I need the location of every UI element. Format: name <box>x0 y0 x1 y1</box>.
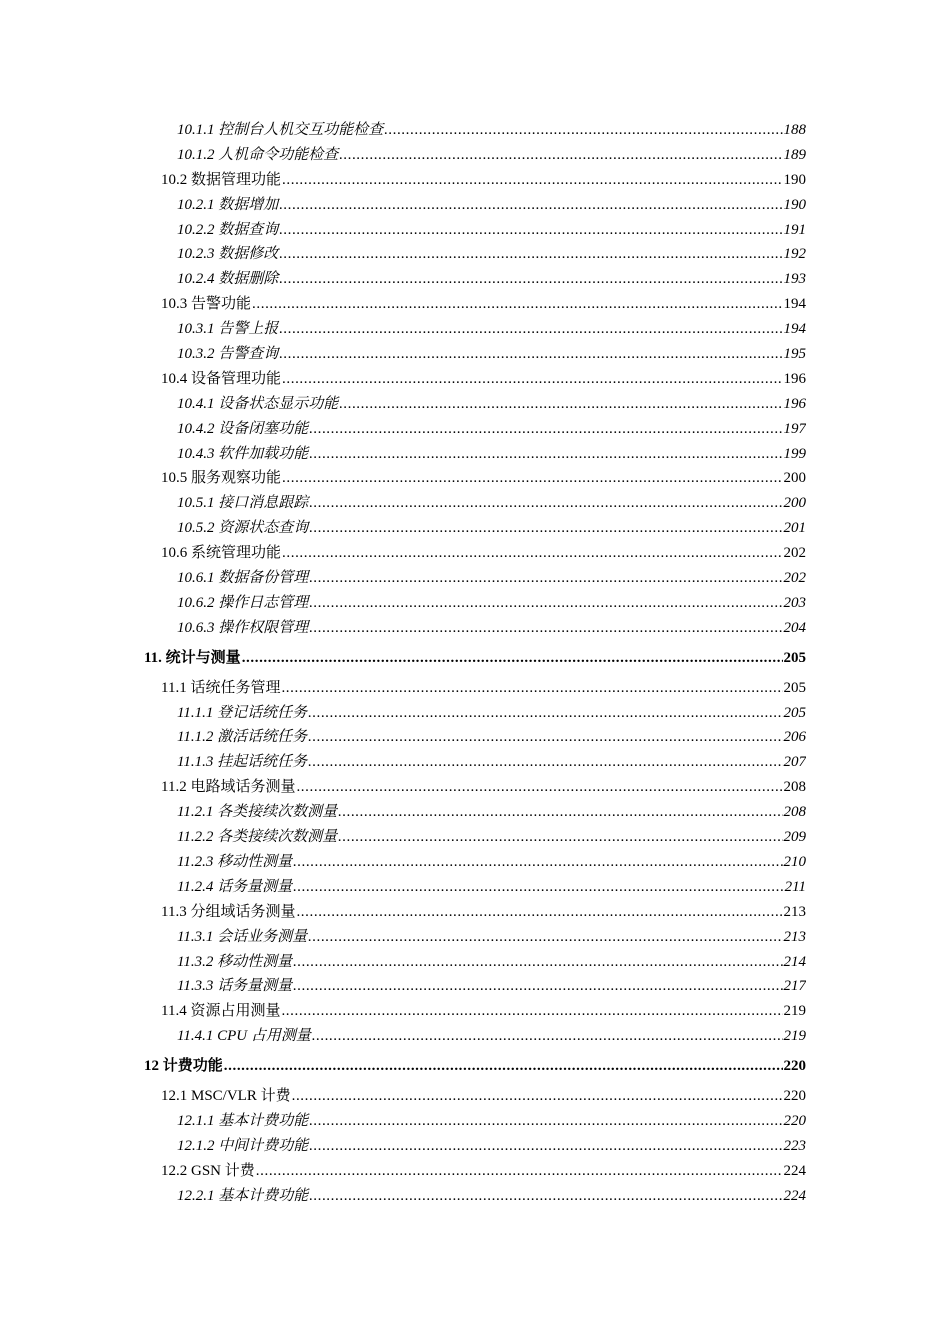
toc-entry[interactable] <box>0 1184 806 1209</box>
toc-entry-page-number: 224 <box>783 1187 806 1204</box>
toc-entry-page-number: 197 <box>783 420 806 437</box>
toc-dot-leader <box>293 850 782 875</box>
toc-dot-leader <box>308 925 782 950</box>
toc-entry-title: 11.3 分组域话务测量 <box>161 903 296 920</box>
toc-dot-leader <box>282 168 782 193</box>
toc-entry-page-number: 204 <box>783 619 806 636</box>
toc-entry[interactable] <box>0 1134 806 1159</box>
toc-entry[interactable] <box>0 1049 806 1084</box>
toc-entry-page-number: 208 <box>783 804 806 821</box>
toc-dot-leader <box>309 566 782 591</box>
toc-dot-leader <box>309 591 782 616</box>
toc-entry-title: 10.3.2 告警查询 <box>177 346 279 363</box>
toc-dot-leader <box>308 725 782 750</box>
toc-entry[interactable] <box>0 676 806 701</box>
toc-entry-page-number: 193 <box>783 271 806 288</box>
toc-entry-page-number: 207 <box>783 754 806 771</box>
toc-entry-title: 11.2.4 话务量测量 <box>177 878 293 895</box>
toc-entry[interactable] <box>0 417 806 442</box>
toc-dot-leader <box>296 775 782 800</box>
toc-dot-leader <box>282 367 782 392</box>
toc-entry-page-number: 190 <box>783 196 806 213</box>
toc-entry-page-number: 192 <box>783 246 806 263</box>
toc-dot-leader <box>281 999 782 1024</box>
toc-entry[interactable] <box>0 701 806 726</box>
toc-entry-page-number: 203 <box>783 594 806 611</box>
toc-entry[interactable] <box>0 342 806 367</box>
toc-entry-page-number: 190 <box>783 171 806 188</box>
toc-entry-title: 11.1.1 登记话统任务 <box>177 704 308 721</box>
toc-entry-title: 12.1.1 基本计费功能 <box>177 1112 309 1129</box>
toc-entry[interactable] <box>0 641 806 676</box>
toc-entry[interactable] <box>0 1109 806 1134</box>
toc-entry-title: 12.2.1 基本计费功能 <box>177 1187 309 1204</box>
toc-entry-title: 10.6.2 操作日志管理 <box>177 594 309 611</box>
toc-entry-page-number: 205 <box>783 649 806 666</box>
toc-entry-title: 12.2 GSN 计费 <box>161 1162 255 1179</box>
toc-dot-leader <box>293 974 782 999</box>
toc-entry-title: 12.1 MSC/VLR 计费 <box>161 1088 291 1105</box>
toc-dot-leader <box>309 417 782 442</box>
toc-entry-title: 11.4 资源占用测量 <box>161 1003 281 1020</box>
toc-entry[interactable] <box>0 267 806 292</box>
toc-entry[interactable] <box>0 591 806 616</box>
toc-entry-title: 10.6.1 数据备份管理 <box>177 570 309 587</box>
toc-entry-page-number: 205 <box>783 704 806 721</box>
toc-entry-page-number: 189 <box>783 146 806 163</box>
toc-entry-page-number: 199 <box>783 445 806 462</box>
toc-dot-leader <box>281 676 782 701</box>
toc-entry-page-number: 188 <box>783 122 806 138</box>
toc-entry-title: 12.1.2 中间计费功能 <box>177 1137 309 1154</box>
toc-entry-page-number: 205 <box>783 679 806 696</box>
toc-dot-leader <box>279 193 782 218</box>
toc-entry[interactable] <box>0 143 806 168</box>
toc-entry-title: 10.1.2 人机命令功能检查 <box>177 146 339 163</box>
toc-entry[interactable] <box>0 566 806 591</box>
toc-entry-page-number: 219 <box>783 1028 806 1045</box>
toc-entry-page-number: 209 <box>783 829 806 846</box>
toc-dot-leader <box>309 1134 782 1159</box>
toc-entry-page-number: 223 <box>783 1137 806 1154</box>
toc-entry[interactable] <box>0 950 806 975</box>
toc-entry-page-number: 213 <box>783 903 806 920</box>
toc-dot-leader <box>252 292 782 317</box>
toc-entry-title: 11.2.2 各类接续次数测量 <box>177 829 338 846</box>
toc-entry[interactable] <box>0 725 806 750</box>
toc-entry-title: 10.3 告警功能 <box>161 296 252 313</box>
toc-entry-title: 10.1.1 控制台人机交互功能检查 <box>177 122 384 138</box>
toc-dot-leader <box>338 825 782 850</box>
toc-dot-leader <box>309 491 782 516</box>
toc-entry[interactable] <box>0 616 806 641</box>
toc-entry-title: 10.5 服务观察功能 <box>161 470 282 487</box>
toc-entry-title: 10.4.1 设备状态显示功能 <box>177 395 339 412</box>
toc-entry-page-number: 200 <box>783 495 806 512</box>
toc-entry-title: 11.4.1 CPU 占用测量 <box>177 1028 311 1045</box>
toc-entry-page-number: 196 <box>783 370 806 387</box>
toc-entry-title: 11.2.1 各类接续次数测量 <box>177 804 338 821</box>
toc-entry[interactable] <box>0 750 806 775</box>
toc-entry-title: 11.3.3 话务量测量 <box>177 978 293 995</box>
toc-entry[interactable] <box>0 392 806 417</box>
toc-dot-leader <box>308 701 782 726</box>
toc-dot-leader <box>279 218 782 243</box>
toc-entry-title: 12 计费功能 <box>144 1058 223 1075</box>
toc-entry-page-number: 210 <box>783 853 806 870</box>
toc-entry[interactable] <box>0 242 806 267</box>
toc-entry-page-number: 202 <box>783 570 806 587</box>
toc-entry-title: 11.2 电路域话务测量 <box>161 779 296 796</box>
toc-entry[interactable] <box>0 541 806 566</box>
toc-dot-leader <box>384 118 782 143</box>
toc-entry-page-number: 219 <box>783 1003 806 1020</box>
toc-dot-leader <box>256 1159 783 1184</box>
toc-dot-leader <box>279 242 782 267</box>
toc-dot-leader <box>309 442 782 467</box>
toc-entry-title: 10.5.1 接口消息跟踪 <box>177 495 309 512</box>
toc-dot-leader <box>282 541 782 566</box>
toc-dot-leader <box>309 1184 782 1209</box>
toc-dot-leader <box>338 800 782 825</box>
toc-entry-title: 10.4.2 设备闭塞功能 <box>177 420 309 437</box>
toc-dot-leader <box>242 641 783 676</box>
toc-entry-title: 10.4.3 软件加载功能 <box>177 445 309 462</box>
toc-entry-page-number: 220 <box>783 1058 806 1075</box>
toc-entry-title: 11.3.2 移动性测量 <box>177 953 293 970</box>
toc-entry-title: 11. 统计与测量 <box>144 649 241 666</box>
toc-entry[interactable] <box>0 193 806 218</box>
toc-entry[interactable] <box>0 292 806 317</box>
toc-entry[interactable] <box>0 466 806 491</box>
toc-entry-page-number: 206 <box>783 729 806 746</box>
table-of-contents <box>0 118 950 1209</box>
toc-dot-leader <box>292 1084 783 1109</box>
toc-entry[interactable] <box>0 367 806 392</box>
toc-entry-page-number: 220 <box>783 1112 806 1129</box>
toc-entry[interactable] <box>0 1159 806 1184</box>
toc-entry[interactable] <box>0 442 806 467</box>
toc-entry[interactable] <box>0 999 806 1024</box>
toc-dot-leader <box>279 317 782 342</box>
toc-entry-page-number: 217 <box>783 978 806 995</box>
toc-entry-title: 10.2.1 数据增加 <box>177 196 279 213</box>
toc-entry-page-number: 195 <box>783 346 806 363</box>
toc-entry-title: 11.3.1 会话业务测量 <box>177 928 308 945</box>
toc-entry[interactable] <box>0 925 806 950</box>
toc-entry[interactable] <box>0 317 806 342</box>
toc-dot-leader <box>309 516 782 541</box>
toc-entry-page-number: 220 <box>783 1088 806 1105</box>
toc-dot-leader <box>224 1049 783 1084</box>
toc-entry-title: 10.6 系统管理功能 <box>161 545 282 562</box>
toc-dot-leader <box>293 950 782 975</box>
toc-entry[interactable] <box>0 875 806 900</box>
toc-entry-page-number: 224 <box>783 1162 806 1179</box>
toc-dot-leader <box>339 392 782 417</box>
toc-entry[interactable] <box>0 218 806 243</box>
toc-entry[interactable] <box>0 825 806 850</box>
toc-entry-page-number: 194 <box>783 321 806 338</box>
toc-entry[interactable] <box>0 850 806 875</box>
toc-dot-leader <box>339 143 782 168</box>
toc-entry[interactable] <box>0 118 806 143</box>
toc-dot-leader <box>309 1109 782 1134</box>
toc-dot-leader <box>293 875 783 900</box>
toc-dot-leader <box>279 267 782 292</box>
toc-entry-page-number: 196 <box>783 395 806 412</box>
toc-entry[interactable] <box>0 516 806 541</box>
toc-entry-page-number: 201 <box>783 520 806 537</box>
toc-entry-page-number: 214 <box>783 953 806 970</box>
toc-entry[interactable] <box>0 800 806 825</box>
toc-entry-title: 10.4 设备管理功能 <box>161 370 282 387</box>
toc-entry[interactable] <box>0 1024 806 1049</box>
toc-entry[interactable] <box>0 1084 806 1109</box>
toc-entry-title: 10.2.3 数据修改 <box>177 246 279 263</box>
toc-entry[interactable] <box>0 775 806 800</box>
toc-entry-page-number: 211 <box>784 878 806 895</box>
toc-entry[interactable] <box>0 168 806 193</box>
toc-entry-page-number: 208 <box>783 779 806 796</box>
toc-entry-title: 11.1.3 挂起话统任务 <box>177 754 308 771</box>
toc-entry[interactable] <box>0 900 806 925</box>
toc-entry[interactable] <box>0 491 806 516</box>
toc-dot-leader <box>308 750 782 775</box>
toc-entry-title: 10.2 数据管理功能 <box>161 171 282 188</box>
toc-dot-leader <box>296 900 782 925</box>
toc-entry-title: 10.6.3 操作权限管理 <box>177 619 309 636</box>
toc-entry-page-number: 194 <box>783 296 806 313</box>
toc-entry-title: 10.3.1 告警上报 <box>177 321 279 338</box>
toc-entry-page-number: 213 <box>783 928 806 945</box>
toc-dot-leader <box>309 616 782 641</box>
toc-entry-title: 10.2.2 数据查询 <box>177 221 279 238</box>
toc-entry[interactable] <box>0 974 806 999</box>
toc-entry-title: 10.2.4 数据删除 <box>177 271 279 288</box>
toc-entry-page-number: 191 <box>783 221 806 238</box>
toc-entry-page-number: 200 <box>783 470 806 487</box>
toc-entry-page-number: 202 <box>783 545 806 562</box>
toc-dot-leader <box>279 342 782 367</box>
toc-entry-title: 11.2.3 移动性测量 <box>177 853 293 870</box>
toc-dot-leader <box>282 466 782 491</box>
toc-entry-title: 10.5.2 资源状态查询 <box>177 520 309 537</box>
toc-dot-leader <box>312 1024 783 1049</box>
toc-entry-title: 11.1 话统任务管理 <box>161 679 281 696</box>
toc-entry-title: 11.1.2 激活话统任务 <box>177 729 308 746</box>
